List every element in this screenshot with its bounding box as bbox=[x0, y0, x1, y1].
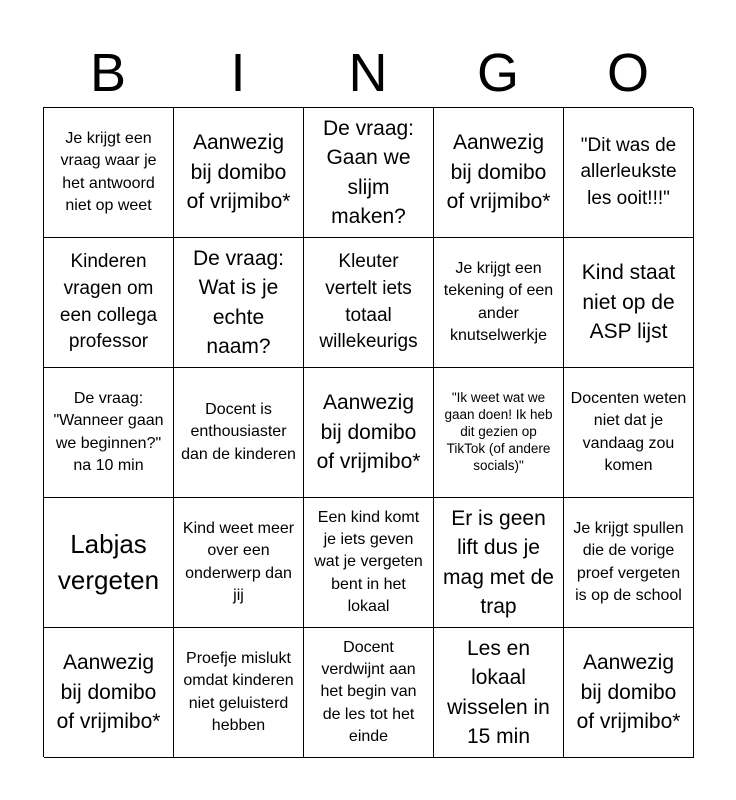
bingo-cell[interactable] bbox=[174, 498, 304, 628]
bingo-cell-text: Aanwezig bij domibo of vrijmibo* bbox=[186, 131, 291, 214]
bingo-cell-text: "Dit was de allerleukste les ooit!!!" bbox=[580, 134, 677, 209]
header-letter-b: B bbox=[89, 43, 127, 103]
bingo-cell[interactable] bbox=[434, 628, 564, 758]
bingo-cell[interactable] bbox=[44, 498, 174, 628]
header-letter-i: I bbox=[230, 43, 246, 103]
bingo-cell-text: De vraag: Wat is je echte naam? bbox=[192, 246, 285, 358]
bingo-cell-text: Een kind komt je iets geven wat je vergeten bent in het lokaal bbox=[314, 508, 423, 616]
bingo-cell-text: Je krijgt een tekening of een ander knutselwerkje bbox=[443, 259, 554, 344]
bingo-cell-text: Aanwezig bij domibo of vrijmibo* bbox=[446, 131, 551, 214]
bingo-cell[interactable] bbox=[564, 108, 694, 238]
bingo-header bbox=[43, 40, 693, 106]
header-letter-o: O bbox=[606, 43, 649, 103]
bingo-cell-text: Er is geen lift dus je mag met de trap bbox=[443, 506, 554, 618]
bingo-cell-text: Proefje mislukt omdat kinderen niet geluisterd hebben bbox=[183, 649, 294, 734]
bingo-cell[interactable] bbox=[304, 108, 434, 238]
bingo-cell[interactable] bbox=[174, 628, 304, 758]
bingo-cell-text: "Ik weet wat we gaan doen! Ik heb dit gezien op TikTok (of andere socials)" bbox=[444, 390, 553, 473]
bingo-cell-text: Je krijgt een vraag waar je het antwoord niet op weet bbox=[60, 129, 157, 214]
bingo-cell[interactable] bbox=[44, 108, 174, 238]
bingo-cell[interactable] bbox=[44, 238, 174, 368]
bingo-cell-text: Les en lokaal wisselen in 15 min bbox=[447, 636, 550, 748]
bingo-cell[interactable] bbox=[44, 368, 174, 498]
bingo-cell-text: Je krijgt spullen die de vorige proef vergeten is op de school bbox=[573, 519, 684, 604]
bingo-cell[interactable] bbox=[564, 628, 694, 758]
bingo-cell[interactable] bbox=[44, 628, 174, 758]
bingo-cell[interactable] bbox=[304, 628, 434, 758]
bingo-cell[interactable] bbox=[174, 368, 304, 498]
bingo-cell-text: Docent is enthousiaster dan de kinderen bbox=[181, 400, 296, 463]
bingo-cell-text: Kleuter vertelt iets totaal willekeurigs bbox=[319, 251, 418, 353]
bingo-cell[interactable] bbox=[304, 498, 434, 628]
bingo-cell-text: Aanwezig bij domibo of vrijmibo* bbox=[576, 651, 681, 734]
bingo-cell-text: De vraag: Gaan we slijm maken? bbox=[322, 116, 415, 228]
bingo-cell-text: Kind weet meer over een onderwerp dan jij bbox=[182, 519, 295, 604]
bingo-cell-text: Docent verdwijnt aan het begin van de les tot het einde bbox=[320, 638, 417, 746]
bingo-cell-text: Aanwezig bij domibo of vrijmibo* bbox=[316, 391, 421, 474]
bingo-cell-text: Kinderen vragen om een collega professor bbox=[59, 251, 158, 353]
bingo-cell-text: Docenten weten niet dat je vandaag zou komen bbox=[570, 389, 687, 474]
bingo-cell-text: De vraag: "Wanneer gaan we beginnen?" na 10 min bbox=[53, 389, 164, 474]
bingo-cell-text: Labjas vergeten bbox=[57, 529, 160, 595]
bingo-cell[interactable] bbox=[434, 108, 564, 238]
bingo-cell[interactable] bbox=[434, 498, 564, 628]
bingo-cell[interactable] bbox=[174, 108, 304, 238]
bingo-card-grid bbox=[43, 107, 693, 757]
bingo-cell[interactable] bbox=[434, 238, 564, 368]
bingo-cell-text: Aanwezig bij domibo of vrijmibo* bbox=[56, 651, 161, 734]
bingo-cell[interactable] bbox=[564, 238, 694, 368]
bingo-cell[interactable] bbox=[304, 238, 434, 368]
bingo-cell[interactable] bbox=[174, 238, 304, 368]
bingo-cell-text: Kind staat niet op de ASP lijst bbox=[581, 261, 676, 344]
bingo-cell[interactable] bbox=[434, 368, 564, 498]
bingo-cell[interactable] bbox=[564, 498, 694, 628]
header-letter-n: N bbox=[348, 43, 388, 103]
bingo-cell[interactable] bbox=[304, 368, 434, 498]
header-letter-g: G bbox=[476, 43, 519, 103]
bingo-cell[interactable] bbox=[564, 368, 694, 498]
